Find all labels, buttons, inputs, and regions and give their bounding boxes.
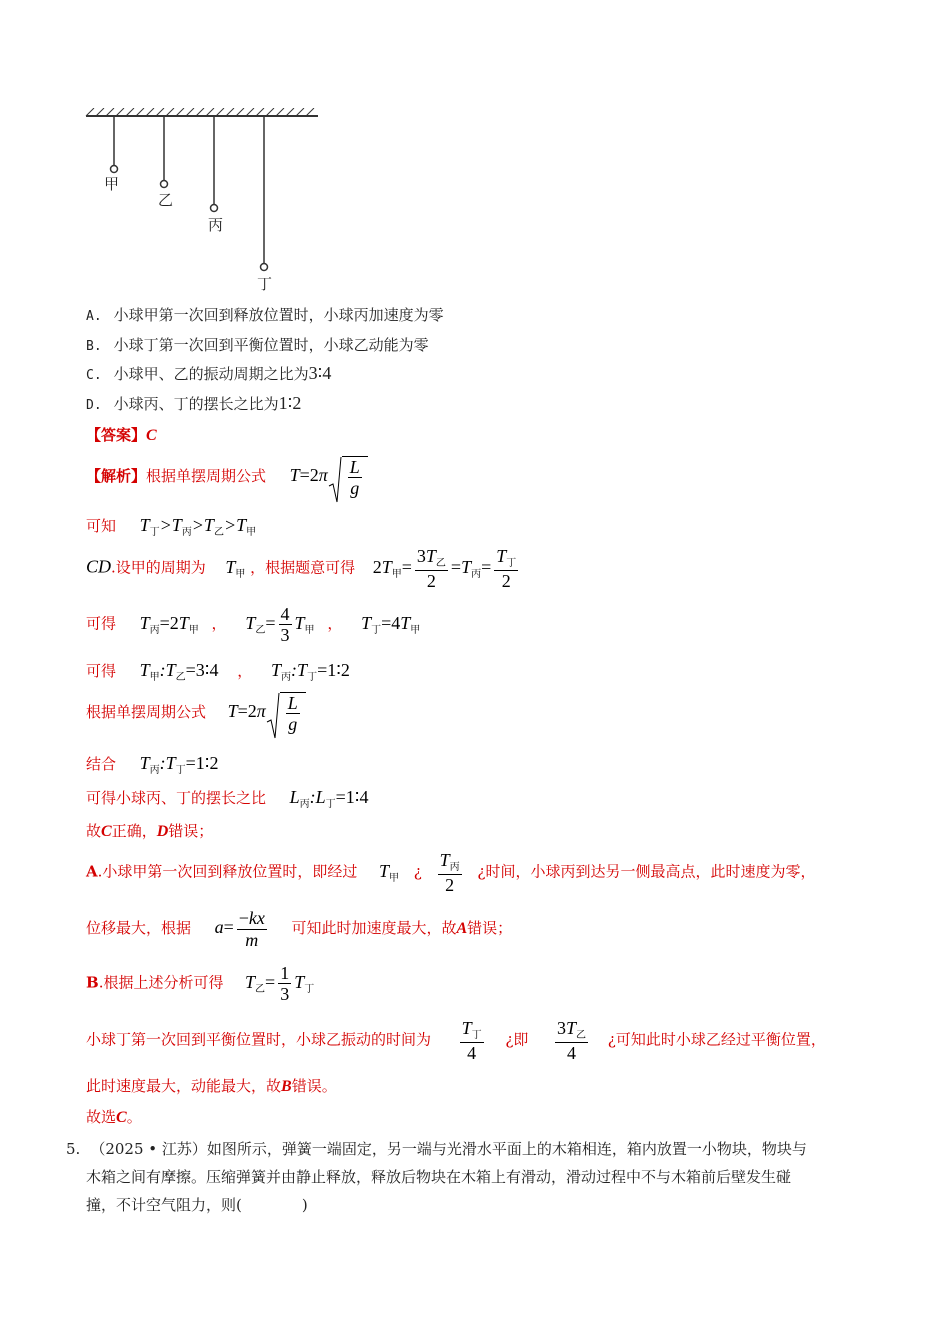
- analysis-b-line2: 小球丁第一次回到平衡位置时，小球乙振动的时间为 $\frac{T_丁}{4}$ ¿即 $\frac{3T_乙}{4}$ ¿可知此时小球乙经过平衡位置，: [86, 1018, 826, 1063]
- analysis-conclusion-cd: 故C正确，D错误；: [86, 822, 214, 840]
- option-a: A. 小球甲第一次回到释放位置时，小球丙加速度为零: [86, 306, 444, 324]
- label-yi: 乙: [158, 191, 174, 209]
- question-5-line1: 5. （2025 • 江苏）如图所示，弹簧一端固定，另一端与光滑水平面上的木箱相连，箱内放置一小物块，物块与: [66, 1140, 807, 1158]
- analysis-gs: 根据单摆周期公式 T=2π $\frac{L}{g}$: [86, 692, 306, 734]
- question-5-line2: 木箱之间有摩擦。压缩弹簧并由静止释放，释放后物块在木箱上有滑动，滑动过程中不与木箱前后壁发生碰: [86, 1168, 792, 1186]
- option-c: C. 小球甲、乙的振动周期之比为3∶4: [86, 363, 332, 383]
- label-bing: 丙: [208, 216, 224, 234]
- option-b: B. 小球丁第一次回到平衡位置时，小球乙动能为零: [86, 336, 429, 354]
- analysis-jiehe: 结合 $T_丙:T_丁=1∶2$: [86, 753, 219, 776]
- sqrt-formula: $\frac{L}{g}$: [328, 456, 368, 498]
- analysis-b-line3: 此时速度最大，动能最大，故B错误。: [86, 1077, 337, 1095]
- analysis-intro: 【解析】根据单摆周期公式 T=2π $\frac{L}{g}$: [86, 456, 368, 498]
- analysis-cd: CD.设甲的周期为 $T_甲$ ，根据题意可得 $2T_甲=$ $\frac{3T_乙}{2}$ $=T_丙=$ $\frac{T_丁}{2}$: [86, 546, 517, 591]
- question-5-line3: 撞，不计空气阻力，则( ): [86, 1196, 308, 1214]
- analysis-final: 故选C。: [86, 1108, 142, 1126]
- option-d: D. 小球丙、丁的摆长之比为1∶2: [86, 393, 302, 413]
- label-ding: 丁: [257, 275, 273, 293]
- analysis-keyi: 可知 $T_丁>T_丙>T_乙>T_甲$: [86, 515, 257, 538]
- analysis-baizhang: 可得小球丙、丁的摆长之比 $L_丙:L_丁=1∶4$: [86, 787, 369, 810]
- answer: 【答案】C: [86, 426, 157, 444]
- analysis-a-line2: 位移最大，根据 a= $\frac{-kx}{m}$ 可知此时加速度最大，故A错误；: [86, 908, 513, 950]
- analysis-kede-2: 可得 $T_甲:T_乙=3∶4$ ， $T_丙:T_丁=1∶2$: [86, 660, 350, 683]
- analysis-a-line1: A.小球甲第一次回到释放位置时，即经过 $T_甲$ ¿ $\frac{T_丙}{2}$ ¿时间，小球丙到达另一侧最高点，此时速度为零，: [86, 850, 816, 895]
- pendulum-diagram: [84, 108, 324, 298]
- label-jia: 甲: [104, 175, 120, 193]
- analysis-b-line1: B.根据上述分析可得 $T_乙=$ $\frac{1}{3}$ $T_丁$: [86, 963, 315, 1004]
- analysis-kede-1: 可得 $T_丙=2T_甲$ ， $T_乙=$ $\frac{4}{3}$ $T_甲$ ， $T_丁=4T_甲$: [86, 604, 421, 645]
